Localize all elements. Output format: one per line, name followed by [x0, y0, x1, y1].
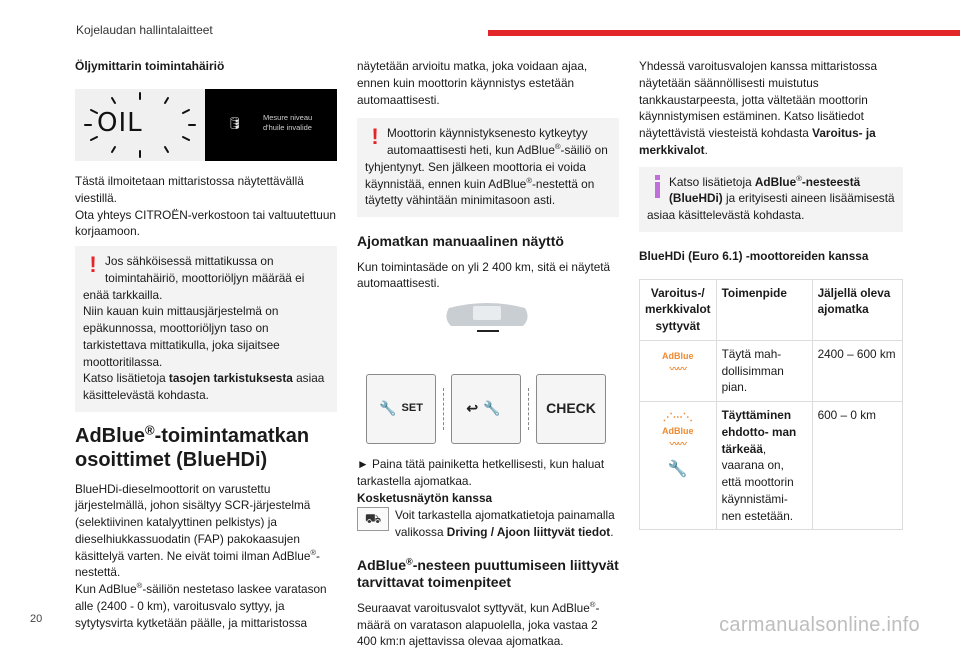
- adblue-section-title: AdBlue®-toimintamatkan osoittimet (BlueHDi): [75, 422, 310, 472]
- row2-range: 600 – 0 km: [812, 402, 902, 530]
- oil-paragraph-1: Tästä ilmoitetaan mittaristossa näytettävällä viestillä.: [75, 174, 304, 205]
- adblue-lamp-icon: AdBlue 〰〰: [662, 350, 694, 374]
- range-continuation: näytetään arvioitu matka, joka voidaan ajaa, ennen kuin moottorin käynnistys estetään automaattisesti.: [357, 59, 588, 107]
- table-heading: BlueHDi (Euro 6.1) -moottoreiden kanssa: [639, 248, 869, 263]
- car-menu-icon: ⛟: [357, 507, 389, 531]
- oil-warning-lamp: [75, 89, 205, 161]
- wrench-icon: 🔧: [667, 460, 688, 478]
- oil-lamp-text: OIL: [97, 108, 143, 139]
- start-prevention-callout: ! Moottorin käynnistyksenesto kytkeytyy automaattisesti heti, kun AdBlue®-säiliö on tyhjentynyt. Sen jälkeen moottoria ei voida käynnistää, ennen kuin AdBlue®-nestettä on täytetty vähintään minimitasoon asti.: [357, 118, 619, 217]
- info-callout: Katso lisätietoja AdBlue®-nesteestä (BlueHDi) ja erityisesti aineen lisäämisestä asiaa käsittelevästä kohdasta.: [639, 167, 903, 232]
- table-row: [640, 340, 903, 401]
- oil-screen-message: [205, 89, 337, 161]
- wrench-icon: 🔧: [483, 400, 501, 417]
- row1-action: Täytä mah- dollisimman pian.: [716, 340, 812, 401]
- adblue-intro-2: Kun AdBlue®-säiliön nestetaso laskee varatason alle (2400 - 0 km), varoitusvalo syttyy, ja sytytysvirta kytketään päälle, ja mittaristossa: [75, 581, 327, 630]
- adblue-flashing-lamp-icon: ⋰⋯⋱ AdBlue 〰〰 🔧: [645, 411, 711, 481]
- wrench-icon: 🔧: [379, 400, 397, 417]
- warning-exclamation-icon: !: [89, 252, 97, 278]
- oil-figure: [75, 89, 337, 161]
- oil-screen-line-2: d'huile invalide: [263, 123, 312, 133]
- separator: [443, 388, 444, 430]
- actions-heading: AdBlue®-nesteen puuttumiseen liittyvät tarvittavat toimenpiteet: [357, 556, 619, 591]
- instrument-cluster-icon: [357, 300, 619, 374]
- oil-screen-line-1: Mesure niveau: [263, 113, 313, 123]
- info-icon: [649, 174, 665, 202]
- column-1: [75, 58, 337, 637]
- separator: [528, 388, 529, 430]
- return-arrow-icon: ↩: [466, 400, 479, 417]
- column-2: [357, 58, 619, 656]
- manual-display-heading: Ajomatkan manuaalinen näyttö: [357, 233, 564, 249]
- table-row: [640, 402, 903, 530]
- instrument-panel-figure: [357, 300, 619, 450]
- column-3: [639, 58, 903, 530]
- row2-action: Täyttäminen ehdotto- man tärkeää, vaarana on, että moottorin käynnistämi- nen estetään.: [716, 402, 812, 530]
- reminder-paragraph: Yhdessä varoitusvalojen kanssa mittaristossa näytetään säännöllisesti muistutus tankkaustarpeesta, jotta vältetään moottorin käynnistymisen estäminen. Katso lisätiedot näytettävistä viesteistä kohdasta Varoitus- ja merkkivalot.: [639, 59, 878, 157]
- touchscreen-heading: Kosketusnäytön kanssa: [357, 490, 493, 505]
- header-title: Kojelaudan hallintalaitteet: [76, 23, 213, 37]
- oil-heading: Öljymittarin toimintahäiriö: [75, 59, 225, 73]
- oil-can-icon: 🛢: [227, 116, 243, 131]
- warning-text-2: Niin kauan kuin mittausjärjestelmä on epäkunnossa, moottoriöljyn taso on tarkistettava mittatikulla, joka sijaitsee moottoritilassa.: [83, 304, 280, 369]
- touchscreen-text: Voit tarkastella ajomatkatietoja painamalla valikossa Driving / Ajoon liittyvät tiedot.: [395, 508, 615, 539]
- row1-range: 2400 – 600 km: [812, 340, 902, 401]
- header-action: Toimenpide: [716, 279, 812, 340]
- manual-display-text: Kun toimintasäde on yli 2 400 km, sitä ei näytetä automaattisesti.: [357, 259, 611, 291]
- header-accent-bar: [488, 30, 960, 36]
- actions-text: Seuraavat varoitusvalot syttyvät, kun AdBlue®-määrä on varatason alapuolella, joka vastaa 2 400 km:n ajettavissa olevaa ajomatkaa.: [357, 599, 600, 649]
- table-header-row: [640, 279, 903, 340]
- set-button[interactable]: 🔧 SET: [366, 374, 436, 444]
- oil-warning-callout: [75, 246, 337, 412]
- header-warning-lamps: Varoitus-/ merkkivalot syttyvät: [640, 279, 717, 340]
- header-remaining-range: Jäljellä oleva ajomatka: [812, 279, 902, 340]
- warning-text-1: Jos sähköisessä mittatikussa on toimintahäiriö, moottoriöljyn määrää ei enää tarkkailla.: [83, 254, 305, 302]
- oil-paragraph-2: Ota yhteys CITROËN-verkostoon tai valtuutettuun korjaamoon.: [75, 207, 336, 239]
- back-wrench-button[interactable]: [451, 374, 521, 444]
- adblue-range-table: [639, 279, 903, 531]
- warning-text-3: Katso lisätietoja tasojen tarkistuksesta asiaa käsittelevästä kohdasta.: [83, 371, 325, 403]
- page-number: 20: [30, 613, 43, 625]
- watermark: carmanualsonline.info: [719, 614, 920, 636]
- touchscreen-row: [357, 507, 619, 541]
- warning-exclamation-icon: !: [371, 124, 379, 150]
- check-button[interactable]: CHECK: [536, 374, 606, 444]
- adblue-intro-1: BlueHDi-dieselmoottorit on varustettu järjestelmällä, johon sisältyy SCR-järjestelmä (selektiivinen katalyyttinen pelkistys) ja dieselhiukkassuodatin (FAP) pakokaasujen käsittelyä varten. Ne eivät toimi ilman AdBlue®-nestettä.: [75, 481, 320, 580]
- press-instruction: ► Paina tätä painiketta hetkellisesti, kun haluat tarkastella ajomatkaa.: [357, 457, 605, 488]
